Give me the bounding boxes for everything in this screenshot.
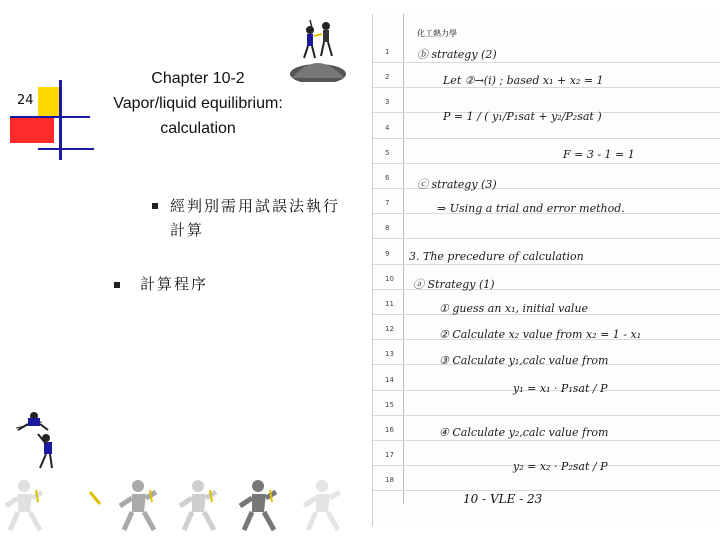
bullet-text-1: 經判別需用試誤法執行計算 — [170, 197, 341, 239]
line-number: 2 — [385, 73, 390, 82]
runner-figure-icon — [116, 478, 164, 536]
line-number: 15 — [385, 400, 394, 409]
baton-icon — [86, 488, 106, 508]
ruled-line — [373, 87, 720, 88]
slide-title-line-3: calculation — [160, 120, 236, 137]
line-number: 5 — [385, 148, 390, 157]
line-number: 17 — [385, 451, 394, 460]
slide-title-line-2: Vapor/liquid equilibrium: — [113, 95, 283, 112]
line-number: 16 — [385, 426, 394, 434]
line-number: 3 — [385, 98, 390, 107]
horizontal-accent-line — [10, 116, 90, 118]
notes-header: 化工熱力學 — [417, 29, 457, 38]
line-number: 1 — [385, 48, 390, 56]
slide-title-line-1: Chapter 10-2 — [151, 70, 245, 87]
ruled-line — [373, 440, 720, 441]
note-line: ⇒ Using a trial and error method. — [437, 202, 625, 215]
climbers-hill-icon — [288, 18, 348, 82]
ruled-line — [373, 490, 720, 491]
runner-figure-icon — [176, 478, 224, 536]
slide-number: 24 — [17, 93, 34, 108]
ruled-line — [373, 415, 720, 416]
red-accent-block — [10, 117, 54, 143]
ruled-line — [373, 163, 720, 164]
line-number: 13 — [385, 350, 394, 359]
horizontal-accent-line-lower — [38, 148, 94, 150]
slide-title — [86, 66, 310, 141]
line-number: 6 — [385, 174, 390, 182]
line-number: 9 — [385, 249, 390, 258]
note-line: ⓐ Strategy (1) — [413, 278, 495, 291]
line-number: 11 — [385, 300, 394, 308]
line-number: 14 — [385, 375, 394, 384]
ruled-line — [373, 62, 720, 63]
runner-figure-icon — [2, 478, 50, 536]
line-number: 7 — [385, 199, 390, 208]
ruled-line — [373, 264, 720, 265]
runner-figure-icon — [300, 478, 348, 536]
note-line: ① guess an x₁, initial value — [439, 302, 589, 315]
line-number: 4 — [385, 123, 390, 132]
note-line: 3. The precedure of calculation — [409, 250, 584, 263]
ruled-line — [373, 238, 720, 239]
note-line: F = 3 - 1 = 1 — [563, 148, 635, 161]
note-line: y₂ = x₂ · P₂sat / P — [513, 460, 608, 473]
line-number: 18 — [385, 476, 394, 485]
note-line: ② Calculate x₂ value from x₂ = 1 - x₁ — [439, 328, 642, 341]
line-number: 8 — [385, 224, 390, 233]
handwritten-notes-page — [372, 14, 720, 526]
note-line: Let ②→(i) ; based x₁ + x₂ = 1 — [443, 74, 604, 87]
bullet-marker-2 — [114, 282, 120, 288]
bullet-text-2: 計算程序 — [140, 275, 209, 293]
ruled-line — [373, 138, 720, 139]
note-line: ③ Calculate y₁,calc value from — [439, 354, 609, 367]
note-line: y₁ = x₁ · P₁sat / P — [513, 382, 608, 395]
notes-footer: 10 - VLE - 23 — [463, 492, 543, 506]
line-number: 10 — [385, 274, 394, 283]
line-number: 12 — [385, 325, 394, 334]
note-line: ⓑ strategy (2) — [417, 48, 497, 61]
runner-figure-icon — [236, 478, 284, 536]
climbing-figures-icon — [12, 408, 62, 472]
note-line: ④ Calculate y₂,calc value from — [439, 426, 609, 439]
note-line: P = 1 / ( y₁/P₁sat + y₂/P₂sat ) — [443, 110, 602, 123]
note-line: ⓒ strategy (3) — [417, 178, 497, 191]
bullet-marker-1 — [152, 203, 158, 209]
